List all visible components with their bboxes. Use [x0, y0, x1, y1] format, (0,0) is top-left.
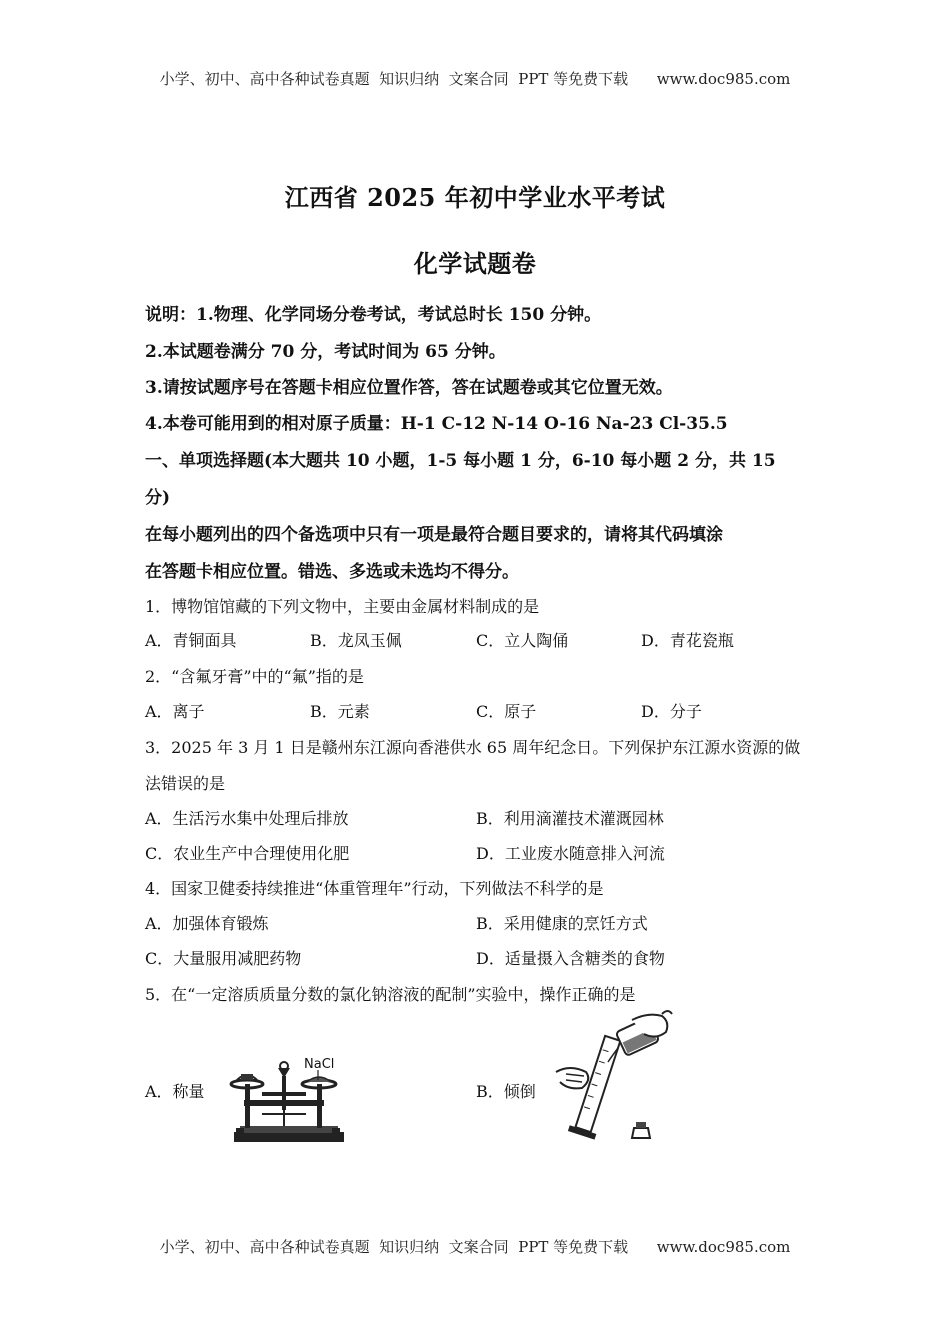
question-4-stem: 4．国家卫健委持续推进“体重管理年”行动，下列做法不科学的是: [145, 879, 604, 898]
q5-option-b: B．倾倒: [476, 1082, 536, 1101]
section-note: 在每小题列出的四个备选项中只有一项是最符合题目要求的，请将其代码填涂: [145, 525, 723, 545]
nacl-label: NaCl: [304, 1057, 335, 1072]
q4-option-a: A．加强体育锻炼: [145, 914, 269, 933]
pouring-figure: [552, 1010, 682, 1145]
q5-option-a: A．称量: [145, 1082, 205, 1101]
exam-subtitle: 化学试题卷: [413, 249, 537, 278]
question-5-stem: 5．在“一定溶质质量分数的氯化钠溶液的配制”实验中，操作正确的是: [145, 985, 636, 1004]
question-1-stem: 1．博物馆馆藏的下列文物中，主要由金属材料制成的是: [145, 597, 540, 616]
q1-option-b: B．龙凤玉佩: [310, 631, 402, 650]
q4-option-d: D．适量摄入含糖类的食物: [476, 949, 665, 968]
q2-option-d: D．分子: [641, 702, 702, 721]
q1-option-c: C．立人陶俑: [476, 631, 569, 650]
question-3-stem-cont: 法错误的是: [145, 774, 226, 793]
q1-option-d: D．青花瓷瓶: [641, 631, 734, 650]
question-3-stem: 3．2025 年 3 月 1 日是赣州东江源向香港供水 65 周年纪念日。下列保护东江源水资源的做: [145, 738, 801, 757]
instruction-3: 3.请按试题序号在答题卡相应位置作答，答在试题卷或其它位置无效。: [145, 378, 673, 398]
q3-option-b: B．利用滴灌技术灌溉园林: [476, 809, 664, 828]
instruction-1: 说明：1.物理、化学同场分卷考试，考试总时长 150 分钟。: [145, 305, 602, 325]
q3-option-d: D．工业废水随意排入河流: [476, 844, 665, 863]
q2-option-b: B．元素: [310, 702, 370, 721]
page-header: 小学、初中、高中各种试卷真题 知识归纳 文案合同 PPT 等免费下载 www.doc985.com: [159, 70, 791, 88]
q3-option-a: A．生活污水集中处理后排放: [145, 809, 349, 828]
question-2-stem: 2．“含氟牙膏”中的“氟”指的是: [145, 667, 364, 686]
section-heading: 一、单项选择题(本大题共 10 小题，1-5 每小题 1 分，6-10 每小题 2 分，共 15: [145, 451, 776, 471]
instruction-2: 2.本试题卷满分 70 分，考试时间为 65 分钟。: [145, 342, 506, 362]
q3-option-c: C．农业生产中合理使用化肥: [145, 844, 350, 863]
section-heading-cont: 分): [145, 488, 171, 508]
section-note-cont: 在答题卡相应位置。错选、多选或未选均不得分。: [145, 562, 519, 582]
exam-title: 江西省 2025 年初中学业水平考试: [284, 183, 666, 212]
balance-scale-figure: [222, 1048, 352, 1148]
instruction-4: 4.本卷可能用到的相对原子质量：H-1 C-12 N-14 O-16 Na-23 Cl-35.5: [145, 414, 728, 434]
page-footer: 小学、初中、高中各种试卷真题 知识归纳 文案合同 PPT 等免费下载 www.doc985.com: [159, 1238, 791, 1256]
q4-option-b: B．采用健康的烹饪方式: [476, 914, 648, 933]
q2-option-c: C．原子: [476, 702, 537, 721]
q1-option-a: A．青铜面具: [145, 631, 237, 650]
q2-option-a: A．离子: [145, 702, 205, 721]
q4-option-c: C．大量服用减肥药物: [145, 949, 302, 968]
